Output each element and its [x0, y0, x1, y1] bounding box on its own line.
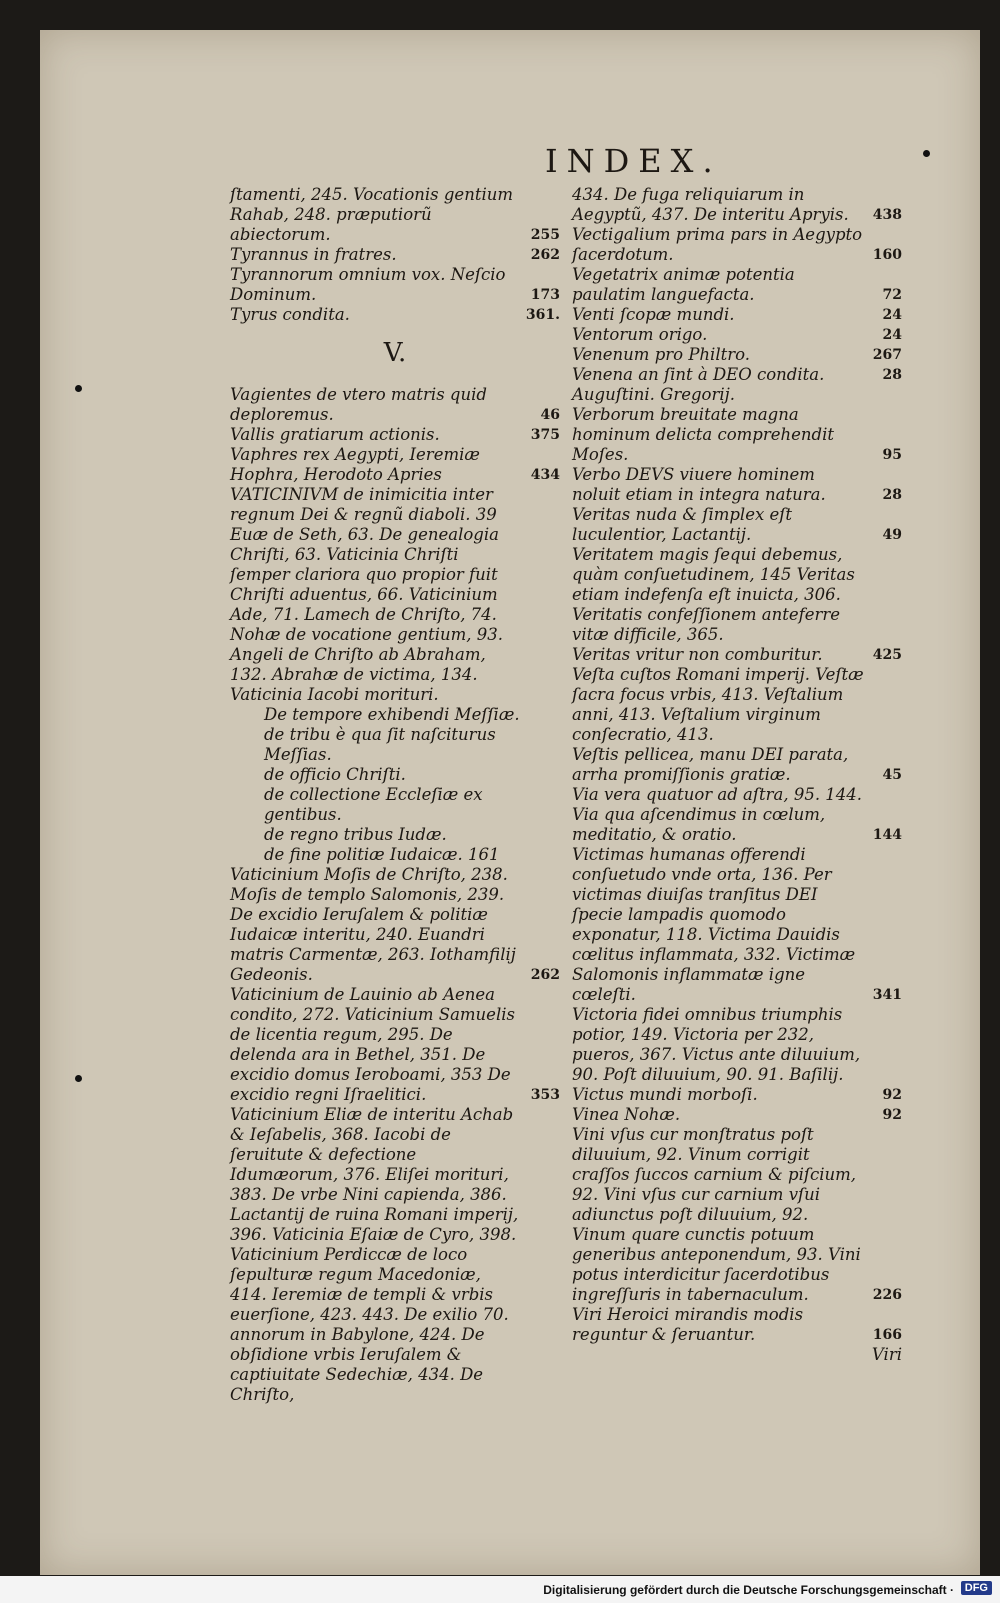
entry-text: Tyrannus in fratres. [230, 245, 397, 264]
page-number: 24 [882, 307, 902, 323]
left-sub-entries [230, 705, 560, 865]
right-entries [572, 185, 902, 1345]
entry-text: Vaticinium Eliæ de interitu Achab & Ieſabelis, 368. Iacobi de ſeruitute & defectione Idumæorum, 376. Eliſei morituri, 383. De vrbe Nini capienda, 386. Lactantij de ruina Romani imperij, 396. Vaticinia Eſaiæ de Cyro, 398. Vaticinium Perdiccæ de loco ſepulturæ regum Macedoniæ, 414. Ieremiæ de templi & vrbis euerſione, 423. 443. De exilio 70. annorum in Babylone, 424. De obſidione vrbis Ieruſalem & captiuitate Sedechiæ, 434. De Chriſto, [230, 1105, 519, 1404]
index-entry [572, 365, 902, 385]
index-entry [572, 1105, 902, 1125]
index-column-left [230, 185, 560, 1405]
index-entry [230, 485, 560, 705]
page-number: 144 [872, 827, 902, 843]
page-number: 92 [882, 1107, 902, 1123]
index-entry [572, 545, 902, 645]
page-number: 166 [872, 1327, 902, 1343]
entry-text: Venenum pro Philtro. [572, 345, 751, 364]
page-number: 92 [882, 1087, 902, 1103]
page-number: 28 [882, 487, 902, 503]
entry-text: Via vera quatuor ad aſtra, 95. 144. Via qua aſcendimus in cœlum, meditatio, & oratio. [572, 785, 863, 844]
entry-text: 434. De fuga reliquiarum in Aegyptũ, 437. De interitu Apryis. [572, 185, 849, 224]
sub-entry: de regno tribus Iudæ. [264, 825, 447, 844]
footer-text: Digitalisierung gefördert durch die Deutsche Forschungsgemeinschaft · [543, 1583, 954, 1597]
index-entry [230, 185, 560, 245]
index-entry [572, 225, 902, 265]
entry-text: Vectigalium prima pars in Aegypto ſacerdotum. [572, 225, 863, 264]
index-entry [230, 445, 560, 485]
page-number: 262 [530, 967, 560, 983]
entry-text: Veritatem magis ſequi debemus, quàm conſuetudinem, 145 Veritas etiam indefenſa eſt inuicta, 306. Veritatis confeſſionem anteferre vitæ difficile, 365. [572, 545, 855, 644]
entry-text: Veſtis pellicea, manu DEI parata, arrha promiſſionis gratiæ. [572, 745, 849, 784]
page-number: 361. [525, 307, 560, 323]
sub-entry: De tempore exhibendi Meſſiæ. [264, 705, 520, 724]
entry-text: Vaticinium Moſis de Chriſto, 238. Moſis de templo Salomonis, 239. De excidio Ieruſalem & politiæ Iudaicæ interitu, 240. Euandri matris Carmentæ, 263. Iothamfilij Gedeonis. [230, 865, 516, 984]
entry-text: Ventorum origo. [572, 325, 708, 344]
index-entry [572, 185, 902, 225]
left-bottom-entries [230, 865, 560, 1405]
index-entry [572, 345, 902, 365]
index-entry [230, 985, 560, 1105]
entry-text: Tyrannorum omnium vox. Neſcio Dominum. [230, 265, 506, 304]
page-number: 434 [530, 467, 560, 483]
entry-text: Viri Heroici mirandis modis reguntur & ſeruantur. [572, 1305, 804, 1344]
index-entry [572, 385, 902, 405]
index-entry [572, 405, 902, 465]
entry-text: Verbo DEVS viuere hominem noluit etiam in integra natura. [572, 465, 826, 504]
index-entry [572, 665, 902, 745]
entry-text: Vini vſus cur monſtratus poſt diluuium, 92. Vinum corrigit craſſos ſuccos carnium & piſcium, 92. Vini vſus cur carnium vſui adiunctus poſt diluuium, 92. Vinum quare cunctis potuum generibus anteponendum, 93. Vini potus interdicitur ſacerdotibus ingreſſuris in tabernaculum. [572, 1125, 861, 1304]
entry-text: Verborum breuitate magna hominum delicta comprehendit Moſes. [572, 405, 834, 464]
entry-text: Vinea Nohæ. [572, 1105, 681, 1124]
entry-text: ſtamenti, 245. Vocationis gentium Rahab, 248. præputiorũ abiectorum. [230, 185, 513, 244]
index-column-right [572, 185, 902, 1365]
entry-text: Vagientes de vtero matris quid deploremus. [230, 385, 487, 424]
entry-text: Veſta cuſtos Romani imperij. Veſtæ ſacra focus vrbis, 413. Veſtalium anni, 413. Veſtalium virginum conſecratio, 413. [572, 665, 864, 744]
page-number: 341 [872, 987, 902, 1003]
entry-text: Vallis gratiarum actionis. [230, 425, 440, 444]
page-number: 95 [882, 447, 902, 463]
index-entry [230, 385, 560, 425]
page-number: 353 [530, 1087, 560, 1103]
sub-entry: de collectione Eccleſiæ ex gentibus. [264, 785, 483, 824]
index-entry [572, 265, 902, 305]
index-entry [572, 645, 902, 665]
catchword: Viri [871, 1345, 902, 1364]
page-number: 226 [872, 1287, 902, 1303]
index-entry [572, 465, 902, 505]
page-number: 45 [882, 767, 902, 783]
index-entry [572, 845, 902, 1005]
page-number: 46 [540, 407, 560, 423]
index-entry [230, 1105, 560, 1405]
page-number: 173 [530, 287, 560, 303]
entry-text: Venti ſcopæ mundi. [572, 305, 735, 324]
page-number: 24 [882, 327, 902, 343]
margin-dot [75, 385, 82, 392]
index-entry [572, 785, 902, 845]
entry-text: Veritas vritur non comburitur. [572, 645, 823, 664]
entry-text: Victimas humanas offerendi conſuetudo vnde orta, 136. Per victimas diuiſas tranſitus DEI ſpecie lampadis quomodo exponatur, 118. Victima Dauidis cœlitus inflammata, 332. Victimæ Salomonis inflammatæ igne cœleſti. [572, 845, 856, 1004]
index-entry [230, 245, 560, 265]
sub-entry: de tribu è qua ſit naſciturus Meſſias. [264, 725, 496, 764]
page-title: INDEX. [545, 142, 722, 180]
entry-text: Venena an ſint à DEO condita. [572, 365, 825, 384]
index-entry [572, 305, 902, 325]
entry-text: Veritas nuda & ſimplex eſt luculentior, Lactantij. [572, 505, 793, 544]
sub-entry: de officio Chriſti. [264, 765, 406, 784]
page-number: 49 [882, 527, 902, 543]
footer-bar [0, 1576, 1000, 1603]
entry-text: VATICINIVM de inimicitia inter regnum Dei & regnũ diaboli. 39 Euæ de Seth, 63. De genealogia Chriſti, 63. Vaticinia Chriſti ſemper clariora quo propior fuit Chriſti aduentus, 66. Vaticinium Ade, 71. Lamech de Chriſto, 74. Nohæ de vocatione gentium, 93. Angeli de Chriſto ab Abraham, 132. Abrahæ de victima, 134. Vaticinia Iacobi morituri. [230, 485, 503, 704]
index-entry [230, 265, 560, 305]
index-entry [572, 745, 902, 785]
page-number: 255 [530, 227, 560, 243]
dfg-logo: DFG [961, 1581, 992, 1595]
index-entry [230, 865, 560, 985]
index-entry [572, 505, 902, 545]
page-number: 438 [872, 207, 902, 223]
page-number: 425 [872, 647, 902, 663]
page-number: 28 [882, 367, 902, 383]
page-number: 267 [872, 347, 902, 363]
entry-text: Vaphres rex Aegypti, Ieremiæ Hophra, Herodoto Apries [230, 445, 480, 484]
entry-text: Vaticinium de Lauinio ab Aenea condito, 272. Vaticinium Samuelis de licentia regum, 295. De delenda ara in Bethel, 351. De excidio domus Ieroboami, 353 De excidio regni Iſraelitici. [230, 985, 515, 1104]
sub-entry: de fine politiæ Iudaicæ. 161 [264, 845, 500, 864]
entry-text: Vegetatrix animæ potentia paulatim languefacta. [572, 265, 795, 304]
margin-dot [75, 1075, 82, 1082]
page-number: 72 [882, 287, 902, 303]
left-top-entries [230, 185, 560, 325]
section-letter: V. [383, 338, 407, 368]
margin-dot [923, 150, 930, 157]
index-entry [230, 305, 560, 325]
page-number: 262 [530, 247, 560, 263]
left-main-entries [230, 385, 560, 705]
index-entry [572, 1125, 902, 1305]
index-entry [572, 1005, 902, 1105]
index-entry [572, 1305, 902, 1345]
entry-text: Victoria fidei omnibus triumphis potior, 149. Victoria per 232, pueros, 367. Victus ante diluuium, 90. Poſt diluuium, 90. 91. Baſilij. Victus mundi morboſi. [572, 1005, 861, 1104]
index-entry [230, 425, 560, 445]
index-entry [572, 325, 902, 345]
page-number: 160 [872, 247, 902, 263]
entry-text: Auguſtini. Gregorij. [572, 385, 735, 404]
entry-text: Tyrus condita. [230, 305, 350, 324]
page-number: 375 [530, 427, 560, 443]
